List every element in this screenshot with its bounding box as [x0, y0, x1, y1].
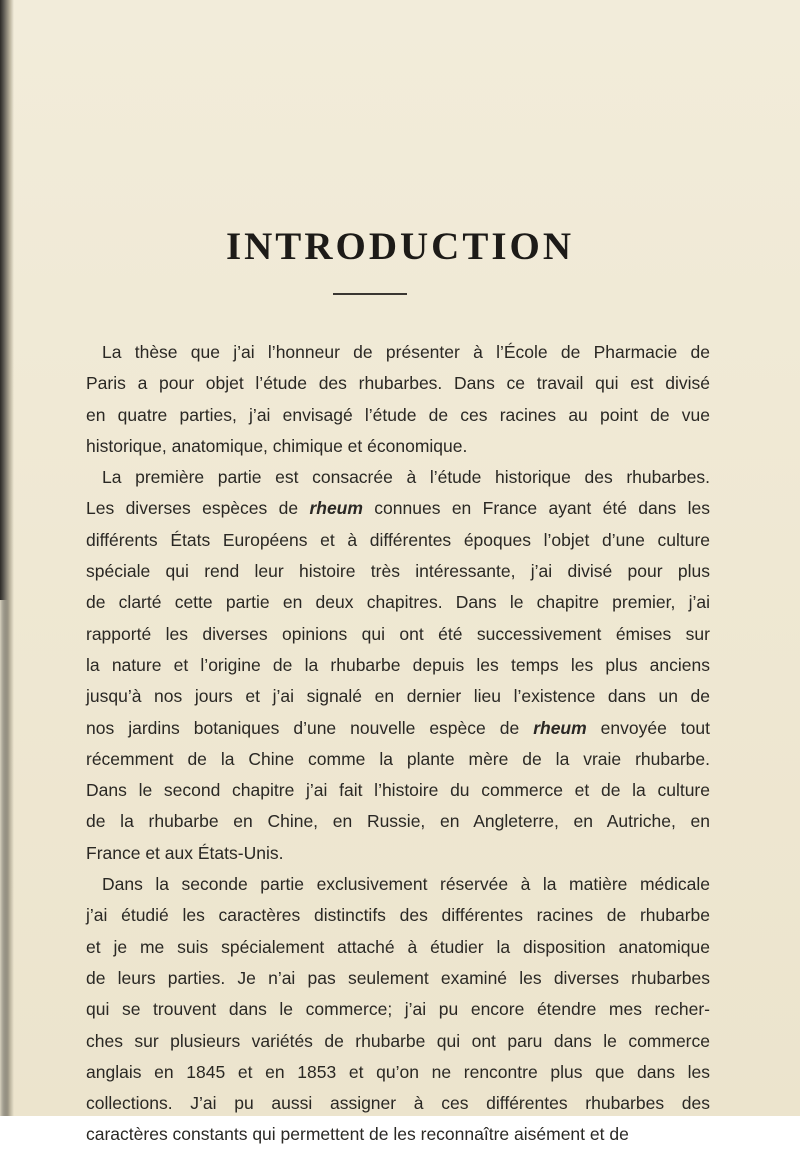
text-line: de clarté cette partie en deux chapitres. Dans le chapitre premier, j’ai: [86, 592, 710, 613]
text-line: [86, 493, 710, 524]
paragraph: [86, 337, 710, 462]
title-divider: [333, 293, 407, 295]
text-line: historique, anatomique, chimique et économique.: [86, 435, 468, 456]
paragraph: [86, 869, 710, 1151]
text-line: France et aux États-Unis.: [86, 842, 284, 863]
text-line: Dans la seconde partie exclusivement réservée à la matière médicale: [102, 874, 710, 895]
page-edge-lower: [0, 600, 8, 1116]
body-text: [86, 337, 710, 1151]
text-line: La première partie est consacrée à l’étude historique des rhubarbes.: [102, 467, 710, 488]
text-segment: nos jardins botaniques d’une nouvelle espèce de: [86, 717, 534, 738]
text-line: spéciale qui rend leur histoire très intéressante, j’ai divisé pour plus: [86, 561, 710, 582]
text-line: caractères constants qui permettent de les reconnaître aisément et de: [86, 1124, 629, 1145]
text-line: rapporté les diverses opinions qui ont été successivement émises sur: [86, 623, 710, 644]
text-segment: envoyée tout: [586, 717, 710, 738]
text-line: qui se trouvent dans le commerce; j’ai pu encore étendre mes recher-: [86, 999, 710, 1020]
italic-term: rheum: [309, 498, 363, 519]
text-line: La thèse que j’ai l’honneur de présenter à l’École de Pharmacie de: [102, 342, 710, 362]
text-line: récemment de la Chine comme la plante mère de la vraie rhubarbe.: [86, 748, 710, 769]
text-line: j’ai étudié les caractères distinctifs des différentes racines de rhubarbe: [86, 905, 710, 926]
text-line: Dans le second chapitre j’ai fait l’histoire du commerce et de la culture: [86, 780, 710, 801]
italic-term: rheum: [533, 717, 587, 738]
text-line: différents États Européens et à différentes époques l’objet d’une culture: [86, 529, 710, 550]
text-line: en quatre parties, j’ai envisagé l’étude de ces racines au point de vue: [86, 404, 710, 425]
chapter-title: INTRODUCTION: [225, 225, 575, 268]
paragraph: [86, 462, 710, 869]
text-line: et je me suis spécialement attaché à étudier la disposition anatomique: [86, 936, 710, 957]
text-line: de leurs parties. Je n’ai pas seulement examiné les diverses rhubarbes: [86, 967, 710, 988]
text-line: jusqu’à nos jours et j’ai signalé en dernier lieu l’existence dans un de: [86, 686, 710, 707]
text-line: ches sur plusieurs variétés de rhubarbe qui ont paru dans le commerce: [86, 1030, 710, 1051]
text-line: collections. J’ai pu aussi assigner à ces différentes rhubarbes des: [86, 1093, 710, 1114]
text-segment: connues en France ayant été dans les: [362, 498, 710, 519]
text-segment: Les diverses espèces de: [86, 498, 310, 519]
text-line: Paris a pour objet l’étude des rhubarbes. Dans ce travail qui est divisé: [86, 373, 710, 394]
text-line: de la rhubarbe en Chine, en Russie, en Angleterre, en Autriche, en: [86, 811, 710, 832]
text-line: [86, 713, 710, 744]
text-line: anglais en 1845 et en 1853 et qu’on ne rencontre plus que dans les: [86, 1061, 710, 1082]
text-line: la nature et l’origine de la rhubarbe depuis les temps les plus anciens: [86, 654, 710, 675]
